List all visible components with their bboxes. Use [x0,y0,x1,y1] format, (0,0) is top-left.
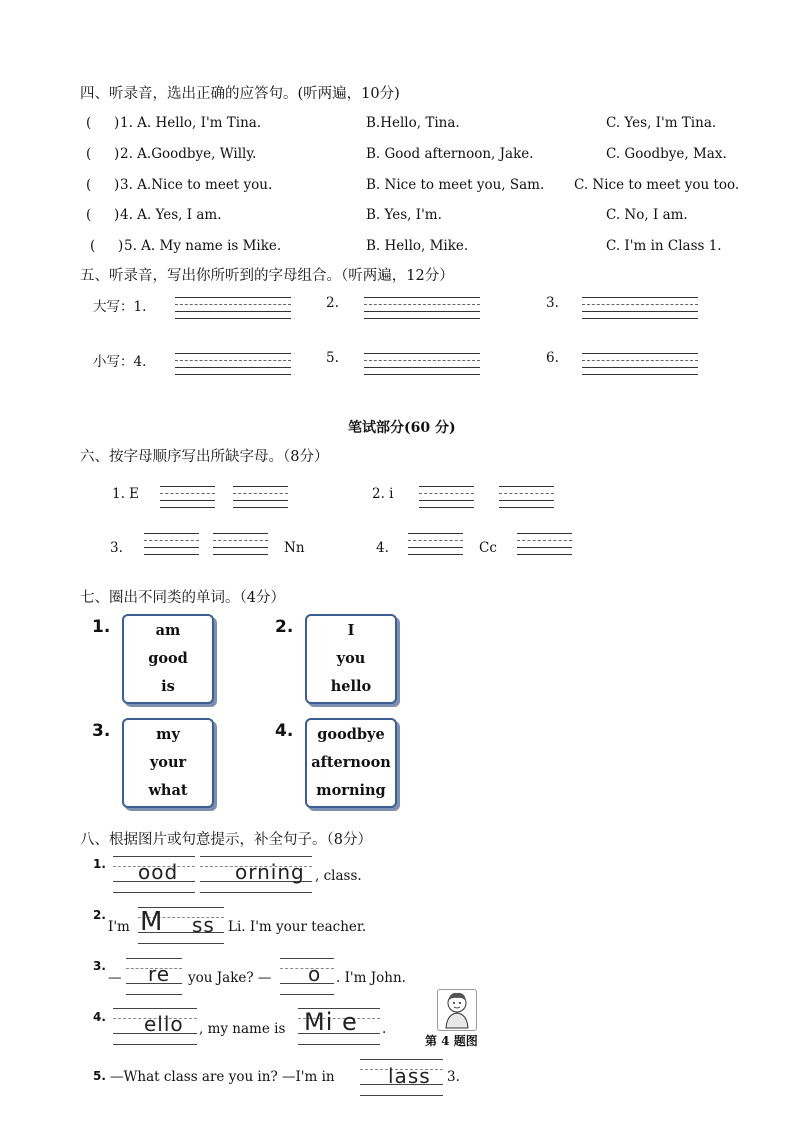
written-part-title: 笔试部分(60 分) [348,420,456,436]
word[interactable]: morning [316,782,386,799]
answer-paren-close: ) [114,146,120,162]
section8-title: 八、根据图片或句意提示，补全句子。（8分） [80,832,372,848]
item-number: 5. [326,350,339,366]
group-number: 3. [92,721,111,741]
rule-line [280,968,334,969]
handwritten-answer[interactable]: ood [138,860,179,884]
sentence-text: Li. I'm your teacher. [228,919,367,935]
writing-lines[interactable] [582,297,698,319]
rule-line [298,1044,380,1045]
word[interactable]: my [156,726,180,743]
writing-lines[interactable] [213,533,268,555]
handwritten-answer[interactable]: Mi e [304,1008,358,1036]
writing-lines[interactable] [408,533,463,555]
item-number: 3. [110,540,123,556]
word[interactable]: what [148,782,188,799]
answer-paren-close: ) [118,238,124,254]
writing-lines[interactable] [419,486,474,508]
rule-line [280,958,334,959]
given-letter: Nn [284,540,305,556]
word-box-3 [122,718,214,808]
handwritten-answer[interactable]: o [308,962,322,986]
handwritten-answer[interactable]: re [148,962,171,986]
rule-line [280,994,334,995]
lowercase-label: 小写：4. [93,354,147,370]
sentence-text: —What class are you in? —I'm in [110,1069,335,1085]
item-number: 4. [376,540,389,556]
rule-line [200,892,312,893]
writing-lines[interactable] [160,486,215,508]
given-letter: Cc [479,540,497,556]
word[interactable]: hello [330,678,372,695]
answer-paren-open: ( [90,238,96,254]
word[interactable]: you [336,650,366,667]
section7-title: 七、圈出不同类的单词。（4分） [80,590,285,606]
rule-line [280,983,334,984]
option-a: 5. A. My name is Mike. [124,238,282,254]
sentence-text: 3. [447,1069,460,1085]
rule-line [113,1008,197,1009]
item-number: 2. [326,295,339,311]
writing-lines[interactable] [499,486,554,508]
sentence-text: , my name is [199,1021,286,1037]
item-number: 3. [93,959,106,973]
boy-icon [438,990,476,1030]
sentence-text: — [108,970,122,986]
option-b: B. Good afternoon, Jake. [366,146,534,162]
group-number: 1. [92,617,111,637]
item-number: 3. [546,295,559,311]
handwritten-answer[interactable]: M [140,907,164,937]
option-b: B. Nice to meet you, Sam. [366,177,545,193]
writing-lines[interactable] [517,533,572,555]
group-number: 4. [275,721,294,741]
writing-lines[interactable] [175,297,291,319]
option-a: 3. A.Nice to meet you. [120,177,273,193]
rule-line [138,943,224,944]
word[interactable]: am [155,622,181,639]
rule-line [200,856,312,857]
handwritten-answer[interactable]: lass [388,1064,431,1088]
handwritten-answer[interactable]: ss [192,913,215,937]
section6-title: 六、按字母顺序写出所缺字母。（8分） [80,449,329,465]
rule-line [126,994,182,995]
answer-paren-open: ( [86,177,92,193]
section4-title: 四、听录音，选出正确的应答句。(听两遍，10分) [80,86,400,102]
writing-lines[interactable] [582,353,698,375]
item-number: 1. E [112,486,140,502]
word[interactable]: goodbye [317,726,385,743]
rule-line [126,958,182,959]
answer-paren-close: ) [114,115,120,131]
item-number: 1. [93,857,106,871]
word-box-1 [122,614,214,704]
item-number: 2. i [372,486,394,502]
picture-caption: 第 4 题图 [425,1034,478,1048]
writing-lines[interactable] [364,353,480,375]
option-c: C. Yes, I'm Tina. [606,115,717,131]
option-c: C. Goodbye, Max. [606,146,727,162]
option-a: 2. A.Goodbye, Willy. [120,146,257,162]
handwritten-answer[interactable]: orning [235,860,305,884]
item-number: 5. [93,1069,106,1083]
option-c: C. Nice to meet you too. [574,177,740,193]
rule-line [113,1044,197,1045]
word[interactable]: afternoon [311,754,391,771]
rule-line [113,892,195,893]
option-b: B. Yes, I'm. [366,207,442,223]
word[interactable]: I [347,622,355,639]
option-a: 1. A. Hello, I'm Tina. [120,115,262,131]
sentence-text: . I'm John. [336,970,406,986]
word-box-4 [305,718,397,808]
word-box-2 [305,614,397,704]
option-b: B.Hello, Tina. [366,115,460,131]
answer-paren-close: ) [114,177,120,193]
sentence-text: you Jake? — [188,970,272,986]
boy-picture [437,989,477,1031]
answer-paren-open: ( [86,207,92,223]
answer-paren-open: ( [86,115,92,131]
option-b: B. Hello, Mike. [366,238,469,254]
answer-paren-open: ( [86,146,92,162]
option-c: C. I'm in Class 1. [606,238,722,254]
sentence-text: I'm [108,919,130,935]
word[interactable]: your [149,754,187,771]
rule-line [360,1095,443,1096]
option-c: C. No, I am. [606,207,688,223]
item-number: 2. [93,908,106,922]
item-number: 6. [546,350,559,366]
handwritten-answer[interactable]: ello [144,1012,184,1036]
rule-line [360,1059,443,1060]
writing-lines[interactable] [364,297,480,319]
writing-lines[interactable] [175,353,291,375]
group-number: 2. [275,617,294,637]
sentence-text: , class. [315,868,362,884]
item-number: 4. [93,1010,106,1024]
writing-lines[interactable] [144,533,199,555]
sentence-text: . [382,1021,387,1037]
word[interactable]: is [161,678,175,695]
word[interactable]: good [148,650,188,667]
section5-title: 五、听录音，写出你所听到的字母组合。（听两遍，12分） [80,268,454,284]
writing-lines[interactable] [233,486,288,508]
rule-line [113,856,195,857]
uppercase-label: 大写：1. [93,299,147,315]
option-a: 4. A. Yes, I am. [120,207,222,223]
answer-paren-close: ) [114,207,120,223]
